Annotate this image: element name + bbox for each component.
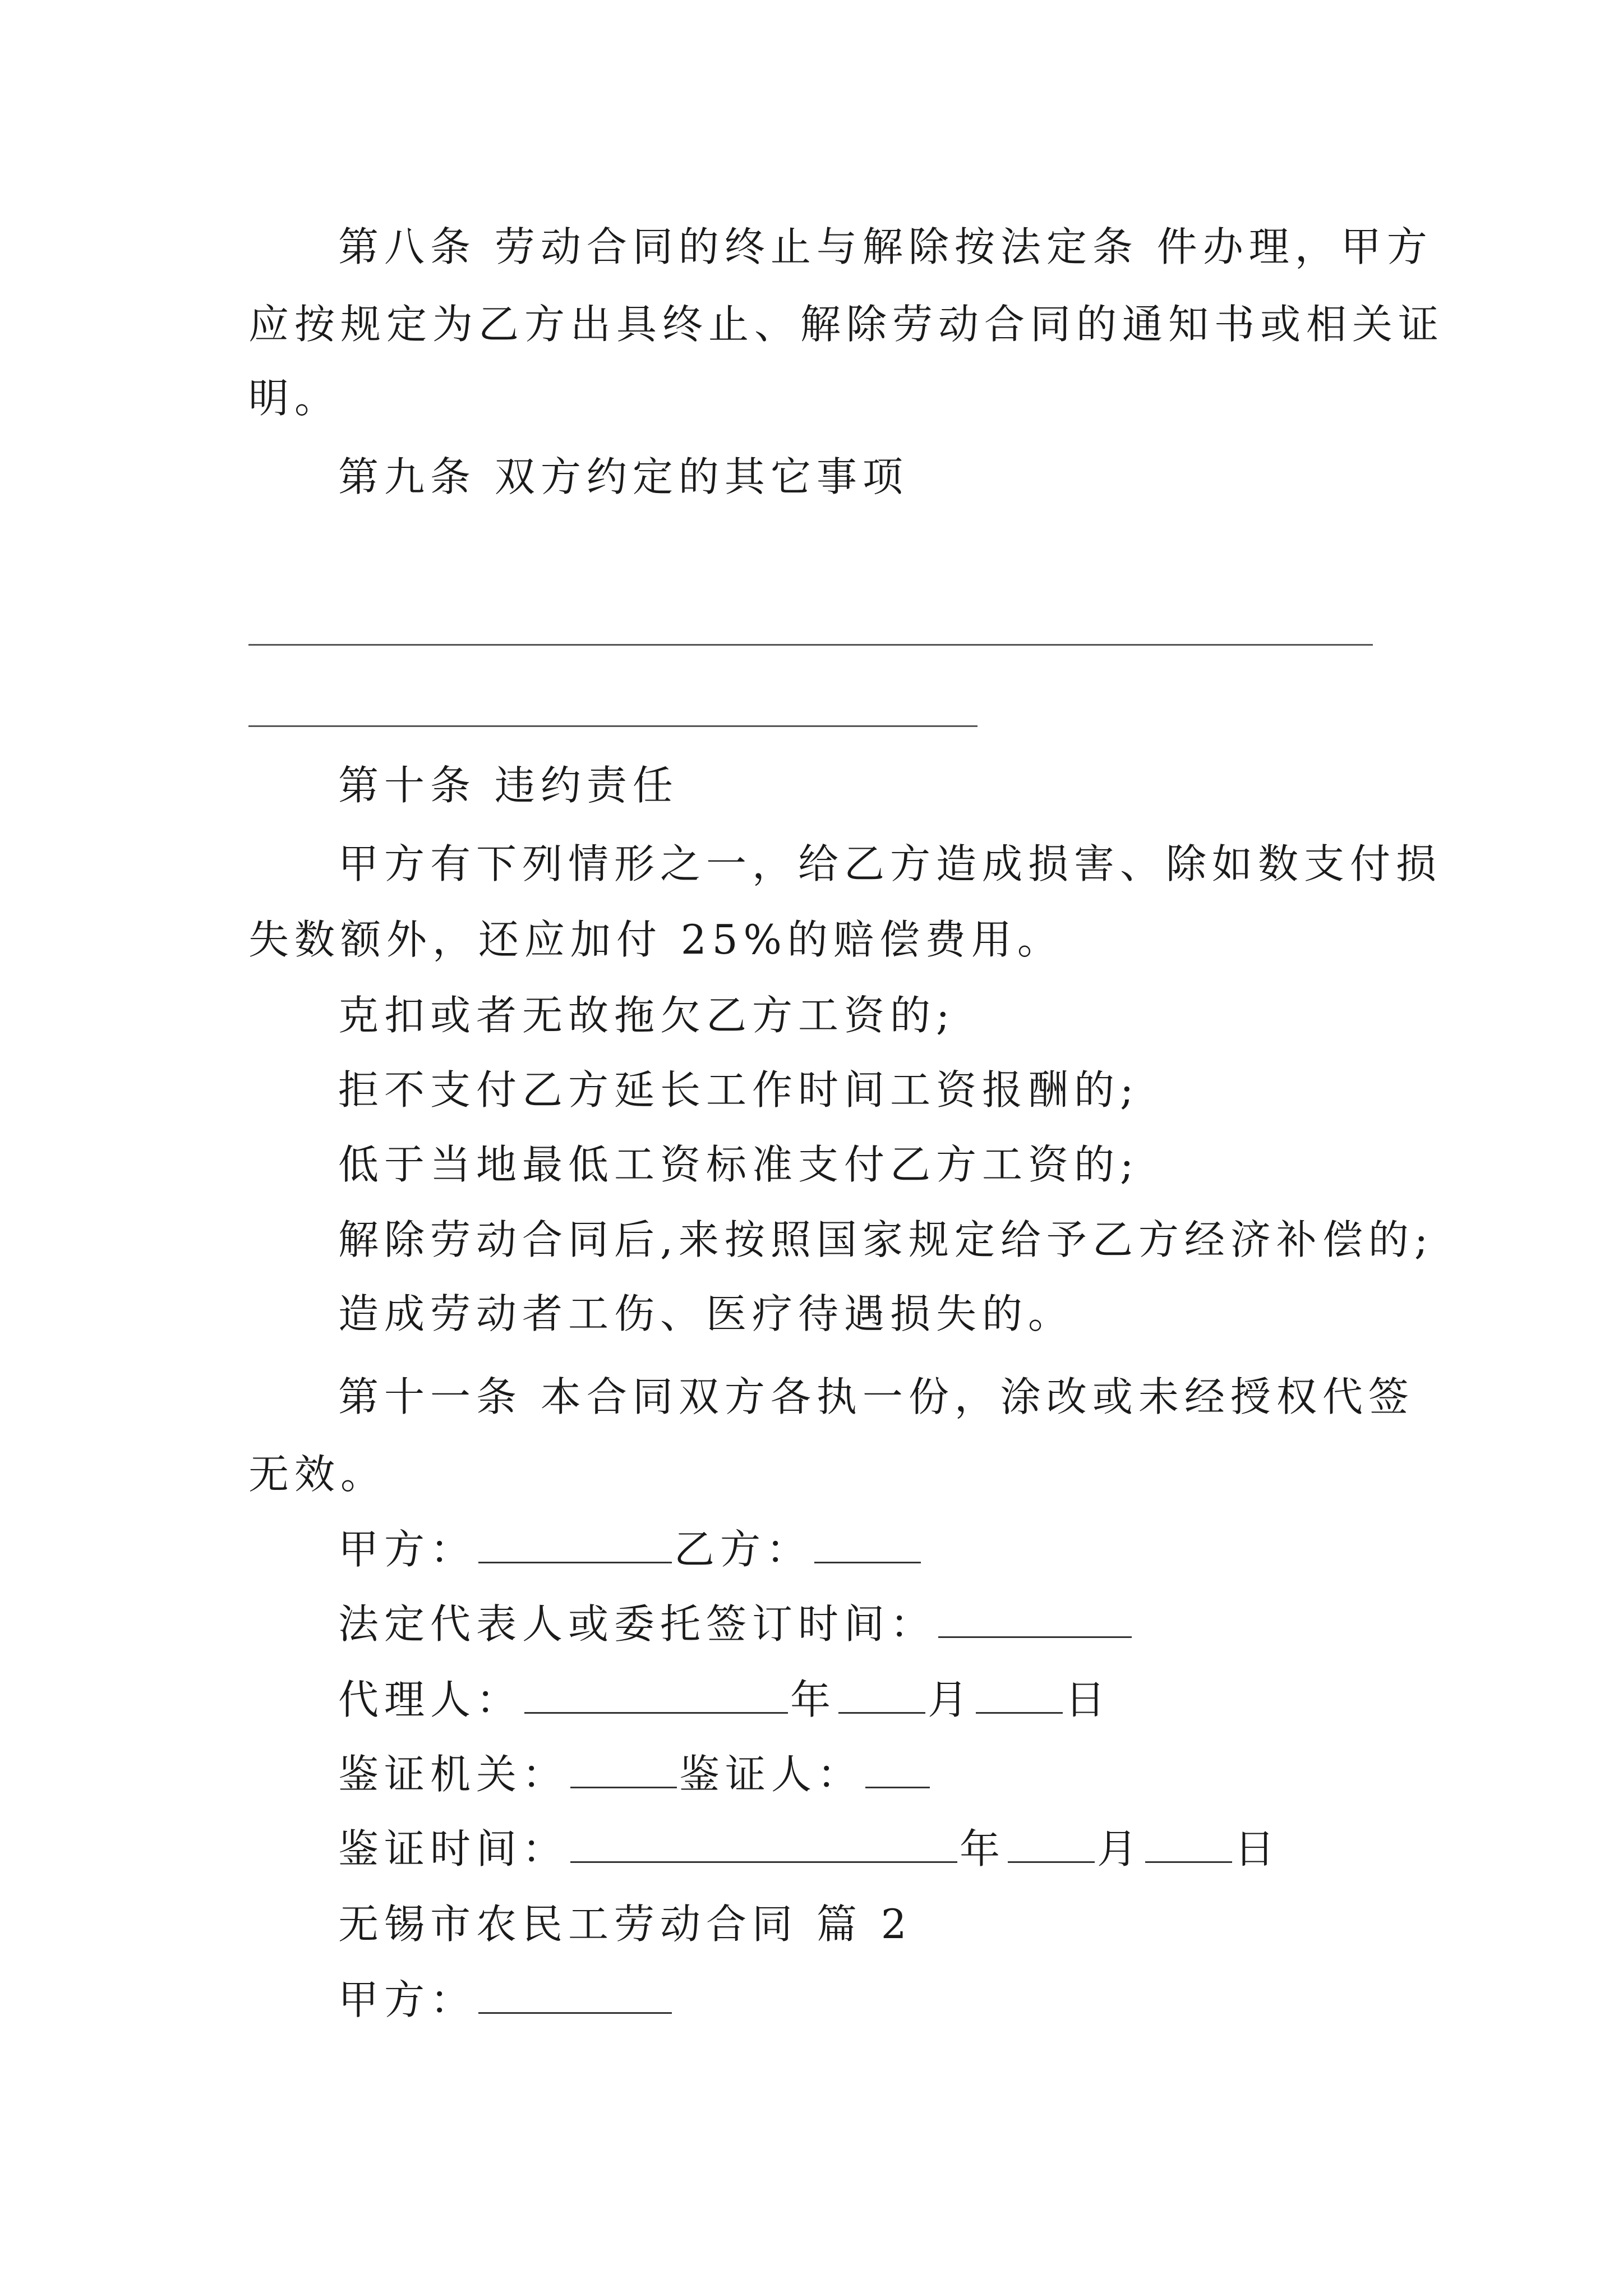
witness-time-blank[interactable] xyxy=(570,1822,957,1863)
year-label: 年 xyxy=(790,1676,837,1723)
party-b-label: 乙方： xyxy=(674,1526,813,1573)
witness-label: 鉴证人： xyxy=(679,1751,864,1798)
agent-blank[interactable] xyxy=(524,1673,788,1714)
authority-label: 鉴证机关： xyxy=(338,1751,569,1798)
list-item: 解除劳动合同后,来按照国家规定给予乙方经济补偿的; xyxy=(338,1216,1434,1263)
party-a-label: 甲方： xyxy=(338,1526,477,1573)
day-blank[interactable] xyxy=(1145,1822,1232,1863)
month-label: 月 xyxy=(1097,1825,1144,1872)
article9-title: 第九条 双方约定的其它事项 xyxy=(338,453,909,500)
agent-label: 代理人： xyxy=(338,1676,523,1723)
month-blank[interactable] xyxy=(838,1673,925,1714)
list-item: 克扣或者无故拖欠乙方工资的; xyxy=(338,992,956,1039)
fill-in-rule-2 xyxy=(248,725,978,727)
list-item: 低于当地最低工资标准支付乙方工资的; xyxy=(338,1141,1140,1188)
representative-label: 法定代表人或委托签订时间： xyxy=(338,1600,937,1648)
agent-date-line xyxy=(338,1672,1111,1728)
authority-blank[interactable] xyxy=(570,1747,677,1788)
next-party-a-blank[interactable] xyxy=(478,1973,672,2014)
article11-line2: 无效。 xyxy=(248,1451,387,1498)
day-label: 日 xyxy=(1065,1676,1112,1723)
day-blank[interactable] xyxy=(976,1673,1063,1714)
fill-in-rule-1 xyxy=(248,644,1373,646)
month-blank[interactable] xyxy=(1008,1822,1095,1863)
authority-line xyxy=(338,1746,932,1802)
article8-line1: 第八条 劳动合同的终止与解除按法定条 件办理，甲方 xyxy=(338,223,1433,270)
witness-time-label: 鉴证时间： xyxy=(338,1825,569,1872)
party-a-blank[interactable] xyxy=(478,1522,672,1563)
party-b-blank[interactable] xyxy=(814,1522,921,1563)
list-item: 拒不支付乙方延长工作时间工资报酬的; xyxy=(338,1066,1140,1114)
article10-title: 第十条 违约责任 xyxy=(338,762,679,809)
month-label: 月 xyxy=(928,1676,974,1723)
section-title: 无锡市农民工劳动合同 篇 2 xyxy=(338,1901,912,1948)
next-party-a-line xyxy=(338,1972,674,2028)
next-party-a-label: 甲方： xyxy=(338,1976,477,2023)
day-label: 日 xyxy=(1234,1825,1281,1872)
year-label: 年 xyxy=(960,1825,1006,1872)
witness-time-line xyxy=(338,1821,1280,1877)
witness-blank[interactable] xyxy=(865,1747,930,1788)
article10-intro-line2: 失数额外，还应加付 25%的赔偿费用。 xyxy=(248,916,1063,963)
list-item: 造成劳动者工伤、医疗待遇损失的。 xyxy=(338,1290,1075,1337)
article8-line3: 明。 xyxy=(248,375,341,422)
article8-line2: 应按规定为乙方出具终止、解除劳动合同的通知书或相关证 xyxy=(248,301,1445,348)
party-signature-line xyxy=(338,1521,923,1577)
representative-blank[interactable] xyxy=(938,1597,1132,1638)
representative-line xyxy=(338,1596,1134,1652)
article11-line1: 第十一条 本合同双方各执一份，涂改或未经授权代签 xyxy=(338,1373,1414,1420)
article10-intro-line1: 甲方有下列情形之一，给乙方造成损害、除如数支付损 xyxy=(338,840,1442,887)
